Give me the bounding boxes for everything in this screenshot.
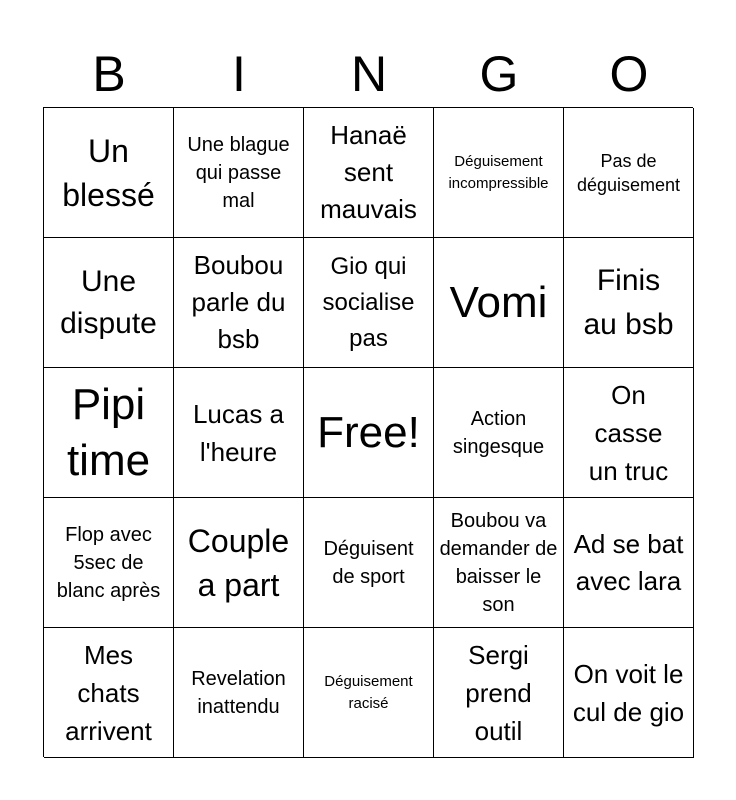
bingo-cell-r4-c2[interactable] xyxy=(174,498,304,628)
cell-text: On voit le cul de gio xyxy=(572,658,685,727)
bingo-cell-r4-c1[interactable] xyxy=(44,498,174,628)
cell-text: Lucas a l'heure xyxy=(192,398,285,467)
bingo-cell-r1-c4[interactable] xyxy=(434,108,564,238)
bingo-header xyxy=(44,40,694,108)
bingo-cell-r1-c2[interactable] xyxy=(174,108,304,238)
bingo-cell-r1-c5[interactable] xyxy=(564,108,694,238)
bingo-card-grid xyxy=(43,107,693,757)
bingo-cell-r2-c2[interactable] xyxy=(174,238,304,368)
cell-text: Couple a part xyxy=(187,522,290,603)
bingo-cell-r4-c5[interactable] xyxy=(564,498,694,628)
bingo-cell-r1-c1[interactable] xyxy=(44,108,174,238)
cell-text: Une dispute xyxy=(60,264,157,340)
bingo-cell-r2-c1[interactable] xyxy=(44,238,174,368)
header-letter-n: N xyxy=(350,46,388,102)
cell-text: Une blague qui passe mal xyxy=(187,133,290,212)
bingo-cell-r5-c5[interactable] xyxy=(564,628,694,758)
bingo-cell-r5-c4[interactable] xyxy=(434,628,564,758)
header-letter-b: B xyxy=(92,46,126,102)
bingo-cell-r5-c2[interactable] xyxy=(174,628,304,758)
bingo-cell-r2-c4[interactable] xyxy=(434,238,564,368)
bingo-cell-r5-c1[interactable] xyxy=(44,628,174,758)
cell-text: Action singesque xyxy=(452,407,545,458)
bingo-cell-r3-c4[interactable] xyxy=(434,368,564,498)
bingo-cell-r3-c5[interactable] xyxy=(564,368,694,498)
cell-text: Pipi time xyxy=(66,379,151,485)
cell-text: Déguisement racisé xyxy=(324,672,413,712)
cell-text: Finis au bsb xyxy=(583,263,674,341)
bingo-cell-r5-c3[interactable] xyxy=(304,628,434,758)
header-letter-g: G xyxy=(479,46,519,102)
bingo-free-space[interactable] xyxy=(304,368,434,498)
cell-text: Revelation inattendu xyxy=(191,667,286,718)
cell-text: Sergi prend outil xyxy=(465,639,532,746)
bingo-cell-r3-c1[interactable] xyxy=(44,368,174,498)
cell-text: Mes chats arrivent xyxy=(65,639,152,746)
bingo-cell-r1-c3[interactable] xyxy=(304,108,434,238)
cell-text: Un blessé xyxy=(62,132,155,213)
bingo-cell-r4-c4[interactable] xyxy=(434,498,564,628)
cell-text: Déguisent de sport xyxy=(323,537,414,588)
bingo-cell-r4-c3[interactable] xyxy=(304,498,434,628)
cell-text: On casse un truc xyxy=(588,379,669,486)
cell-text: Pas de déguisement xyxy=(576,150,681,195)
bingo-cell-r2-c5[interactable] xyxy=(564,238,694,368)
cell-text: Ad se bat avec lara xyxy=(573,528,684,596)
bingo-cell-r3-c2[interactable] xyxy=(174,368,304,498)
cell-text: Déguisement incompressible xyxy=(448,152,549,192)
cell-text: Boubou va demander de baisser le son xyxy=(439,509,558,616)
cell-text: Vomi xyxy=(449,277,548,327)
cell-text: Flop avec 5sec de blanc après xyxy=(56,523,161,602)
header-letter-i: I xyxy=(232,46,246,102)
cell-text: Hanaë sent mauvais xyxy=(320,120,417,224)
cell-text: Free! xyxy=(317,407,420,457)
cell-text: Gio qui socialise pas xyxy=(322,252,415,352)
cell-text: Boubou parle du bsb xyxy=(191,250,286,354)
header-letter-o: O xyxy=(609,46,649,102)
bingo-cell-r2-c3[interactable] xyxy=(304,238,434,368)
